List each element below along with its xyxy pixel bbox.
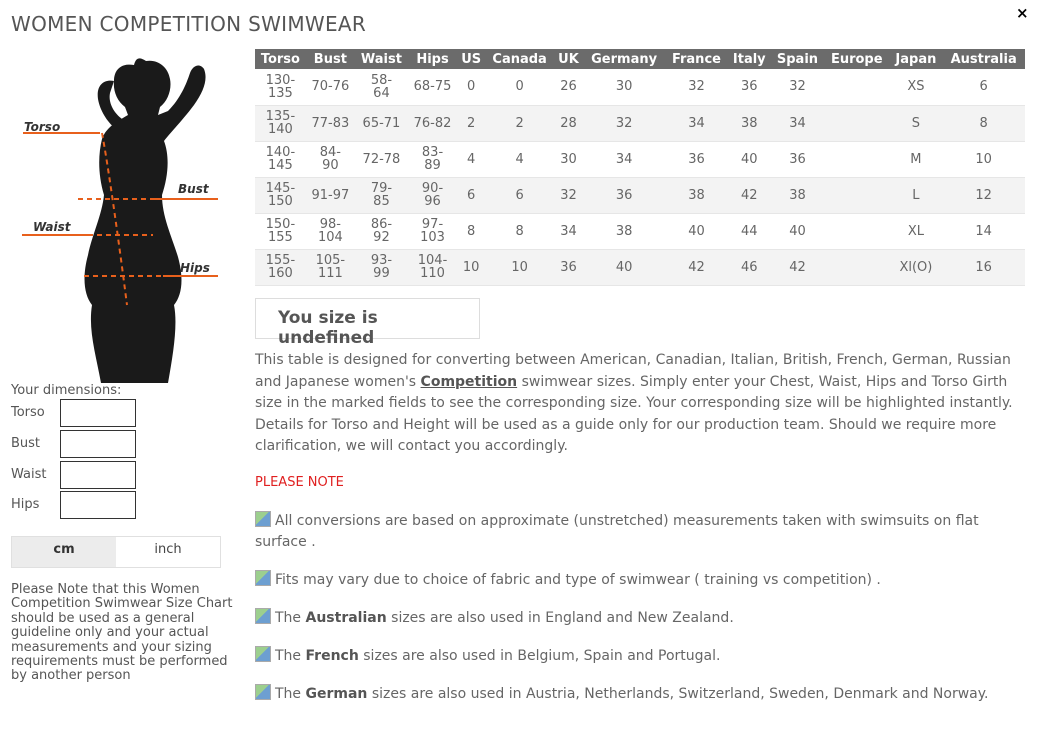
cell-text: 30 xyxy=(615,79,633,95)
cell-text: 46 xyxy=(741,259,758,275)
hips-label: Hips xyxy=(11,497,40,512)
please-note-heading: PLEASE NOTE xyxy=(255,475,344,490)
table-cell xyxy=(665,213,727,249)
cell-text: 145 xyxy=(267,158,293,173)
size-result: You size is undefined xyxy=(255,298,480,339)
cell-text: XS xyxy=(907,79,925,95)
cell-text: 111 xyxy=(317,266,343,281)
cell-text: 42 xyxy=(789,259,806,275)
cell-text: 30 xyxy=(560,151,577,167)
table-cell xyxy=(942,249,1025,285)
table-cell xyxy=(554,69,583,105)
broken-image-icon xyxy=(255,570,271,586)
table-cell xyxy=(255,249,306,285)
torso-input[interactable] xyxy=(60,399,136,427)
label-hips: Hips xyxy=(180,261,210,275)
table-cell xyxy=(355,177,408,213)
cell-text: 155- xyxy=(265,253,296,268)
table-cell xyxy=(255,177,306,213)
table-cell xyxy=(583,105,665,141)
bust-input[interactable] xyxy=(60,430,136,458)
table-cell xyxy=(255,213,306,249)
bust-row xyxy=(11,430,141,458)
cell-text: 38 xyxy=(741,115,758,131)
table-cell xyxy=(889,249,942,285)
hips-input[interactable] xyxy=(60,491,136,519)
column-header: Germany xyxy=(583,49,665,69)
cell-text: 36 xyxy=(560,259,577,275)
note-text: The xyxy=(275,686,306,702)
cell-text: 135- xyxy=(265,109,296,124)
table-cell xyxy=(255,69,306,105)
table-cell xyxy=(306,69,355,105)
column-header: US xyxy=(457,49,485,69)
cell-text: 38 xyxy=(688,187,705,203)
note-text: sizes are also used in England and New Zealand. xyxy=(386,610,734,626)
table-cell xyxy=(728,249,771,285)
cell-text: 10 xyxy=(462,259,480,275)
table-cell xyxy=(583,141,665,177)
cell-text: 70-76 xyxy=(311,79,350,95)
cell-text: 155 xyxy=(267,230,293,245)
table-cell xyxy=(554,249,583,285)
table-cell xyxy=(306,177,355,213)
cell-text: 90 xyxy=(322,158,339,173)
cell-text: 40 xyxy=(615,259,633,275)
cell-text: 38 xyxy=(789,187,806,203)
cell-text: 150 xyxy=(267,194,293,209)
cell-text: 34 xyxy=(789,115,806,131)
column-header: France xyxy=(665,49,727,69)
cell-text: 79- xyxy=(370,181,393,196)
cell-text: 4 xyxy=(467,151,476,167)
cell-text: XL xyxy=(907,223,924,239)
table-header-row xyxy=(255,49,1025,69)
page-title: WOMEN COMPETITION SWIMWEAR xyxy=(11,12,367,36)
table-cell xyxy=(771,141,824,177)
cell-text: 0 xyxy=(467,79,476,95)
note-text: Fits may vary due to choice of fabric and type of swimwear ( training vs competition) . xyxy=(275,572,881,588)
cell-text: 104- xyxy=(417,253,448,268)
table-cell xyxy=(771,69,824,105)
note-text: All conversions are based on approximate (unstretched) measurements taken with swimsuits on flat surface . xyxy=(255,513,979,550)
note-item xyxy=(255,608,1030,629)
cell-text: 98- xyxy=(319,217,341,232)
description xyxy=(255,350,1030,458)
table-cell xyxy=(771,177,824,213)
column-header: Torso xyxy=(255,49,306,69)
table-cell xyxy=(824,213,889,249)
table-cell xyxy=(665,69,727,105)
note-bold: German xyxy=(305,686,368,702)
broken-image-icon xyxy=(255,511,271,527)
cell-text: 65-71 xyxy=(362,115,401,131)
cell-text: 40 xyxy=(688,223,705,239)
cell-text: 12 xyxy=(975,187,992,203)
table-cell xyxy=(771,105,824,141)
table-cell xyxy=(485,105,554,141)
cell-text: 72-78 xyxy=(362,151,401,167)
cell-text: 40 xyxy=(789,223,806,239)
cell-text: 110 xyxy=(420,266,445,281)
cell-text: 6 xyxy=(979,79,988,95)
table-cell xyxy=(583,69,665,105)
cell-text: 34 xyxy=(560,223,577,239)
note-text: sizes are also used in Belgium, Spain and Portugal. xyxy=(358,648,721,664)
cell-text: 83- xyxy=(421,145,444,160)
table-cell xyxy=(824,249,889,285)
table-cell xyxy=(485,177,554,213)
cell-text: 36 xyxy=(741,79,758,95)
table-cell xyxy=(457,177,485,213)
close-icon[interactable]: × xyxy=(1016,4,1029,22)
table-cell xyxy=(306,141,355,177)
cell-text: 42 xyxy=(741,187,758,203)
torso-label: Torso xyxy=(11,405,45,420)
cell-text: 145- xyxy=(265,181,296,196)
column-header: Italy xyxy=(728,49,771,69)
table-cell xyxy=(942,141,1025,177)
table-cell xyxy=(408,249,457,285)
label-bust: Bust xyxy=(178,182,209,196)
cell-text: L xyxy=(912,187,920,203)
table-cell xyxy=(485,141,554,177)
cell-text: 99 xyxy=(373,266,390,281)
table-row xyxy=(255,249,1025,285)
cell-text: 91-97 xyxy=(311,187,350,203)
note-bold: Australian xyxy=(305,610,387,626)
cell-text: 2 xyxy=(467,115,476,131)
cell-text: 40 xyxy=(741,151,758,167)
table-cell xyxy=(306,105,355,141)
table-cell xyxy=(408,141,457,177)
table-cell xyxy=(554,105,583,141)
note-text: The xyxy=(275,648,306,664)
cell-text: 8 xyxy=(979,115,988,131)
cell-text: 42 xyxy=(688,259,705,275)
cell-text: 32 xyxy=(615,115,633,131)
cell-text: 96 xyxy=(424,194,441,209)
table-row xyxy=(255,141,1025,177)
cell-text: 32 xyxy=(560,187,577,203)
waist-row xyxy=(11,461,141,489)
cell-text: 103 xyxy=(420,230,445,245)
table-cell xyxy=(889,141,942,177)
table-cell xyxy=(889,105,942,141)
cell-text: 160 xyxy=(267,266,293,281)
waist-input[interactable] xyxy=(60,461,136,489)
cell-text: 16 xyxy=(975,259,992,275)
cell-text: 8 xyxy=(467,223,476,239)
cell-text: 104 xyxy=(317,230,343,245)
table-cell xyxy=(771,213,824,249)
cell-text: 92 xyxy=(373,230,390,245)
table-cell xyxy=(889,177,942,213)
cell-text: 38 xyxy=(615,223,633,239)
cell-text: 0 xyxy=(515,79,524,95)
cell-text: 36 xyxy=(615,187,633,203)
cell-text: 150- xyxy=(265,217,296,232)
cell-text: 86- xyxy=(370,217,393,232)
column-header: Hips xyxy=(408,49,457,69)
cell-text: 44 xyxy=(741,223,758,239)
cell-text: 8 xyxy=(515,223,524,239)
table-cell xyxy=(942,213,1025,249)
table-cell xyxy=(771,249,824,285)
table-cell xyxy=(889,69,942,105)
description-text-1: This table is designed for converting between American, Canadian, Italian, British, French, German, Russian and Japanese women's xyxy=(255,352,1011,390)
table-cell xyxy=(255,141,306,177)
cell-text: 32 xyxy=(688,79,705,95)
table-cell xyxy=(942,69,1025,105)
note-text: The xyxy=(275,610,306,626)
table-cell xyxy=(665,105,727,141)
table-cell xyxy=(665,249,727,285)
cell-text: M xyxy=(910,151,922,167)
cell-text: 93- xyxy=(370,253,393,268)
hips-row xyxy=(11,491,141,519)
cell-text: 36 xyxy=(688,151,705,167)
cell-text: 10 xyxy=(511,259,528,275)
table-cell xyxy=(457,213,485,249)
cell-text: 68-75 xyxy=(413,79,452,95)
note-item xyxy=(255,511,1030,553)
unit-toggle xyxy=(11,536,221,568)
cell-text: 28 xyxy=(560,115,577,131)
note-bold: French xyxy=(305,648,359,664)
table-cell xyxy=(583,249,665,285)
cell-text: 10 xyxy=(975,151,992,167)
table-cell xyxy=(728,141,771,177)
table-row xyxy=(255,105,1025,141)
cell-text: 26 xyxy=(560,79,577,95)
unit-inch-button[interactable]: inch xyxy=(116,537,220,567)
table-cell xyxy=(824,69,889,105)
cell-text: Xl(O) xyxy=(899,259,933,275)
table-cell xyxy=(355,213,408,249)
cell-text: 89 xyxy=(424,158,441,173)
cell-text: S xyxy=(911,115,921,131)
column-header: Canada xyxy=(485,49,554,69)
cell-text: 84- xyxy=(319,145,341,160)
note-text: sizes are also used in Austria, Netherlands, Switzerland, Sweden, Denmark and Norway. xyxy=(367,686,989,702)
cell-text: 140 xyxy=(267,122,293,137)
cell-text: 90- xyxy=(421,181,444,196)
cell-text: 64 xyxy=(373,85,390,101)
cell-text: 135 xyxy=(267,85,293,101)
table-cell xyxy=(355,141,408,177)
table-cell xyxy=(457,249,485,285)
table-cell xyxy=(665,141,727,177)
table-cell xyxy=(728,177,771,213)
cell-text: 2 xyxy=(515,115,524,131)
broken-image-icon xyxy=(255,684,271,700)
table-cell xyxy=(355,69,408,105)
table-cell xyxy=(457,105,485,141)
torso-row xyxy=(11,399,141,427)
table-cell xyxy=(306,249,355,285)
cell-text: 6 xyxy=(515,187,524,203)
column-header: Europe xyxy=(824,49,889,69)
cell-text: 130- xyxy=(265,72,296,88)
table-cell xyxy=(485,249,554,285)
competition-link[interactable]: Competition xyxy=(420,373,518,390)
broken-image-icon xyxy=(255,646,271,662)
note-item xyxy=(255,570,1030,591)
table-cell xyxy=(306,213,355,249)
table-row xyxy=(255,177,1025,213)
size-chart-table xyxy=(255,49,1025,286)
table-cell xyxy=(665,177,727,213)
broken-image-icon xyxy=(255,608,271,624)
cell-text: 76-82 xyxy=(413,115,452,131)
table-cell xyxy=(255,105,306,141)
cell-text: 34 xyxy=(615,151,633,167)
table-cell xyxy=(583,177,665,213)
dimensions-title: Your dimensions: xyxy=(11,383,122,398)
cell-text: 77-83 xyxy=(311,115,350,131)
table-cell xyxy=(889,213,942,249)
table-cell xyxy=(942,177,1025,213)
label-waist: Waist xyxy=(33,220,71,234)
table-cell xyxy=(457,141,485,177)
unit-cm-button[interactable]: cm xyxy=(12,537,116,567)
table-cell xyxy=(355,105,408,141)
note-item xyxy=(255,684,1030,705)
cell-text: 140- xyxy=(265,145,296,160)
cell-text: 34 xyxy=(688,115,705,131)
table-cell xyxy=(824,177,889,213)
cell-text: 85 xyxy=(373,194,390,209)
waist-label: Waist xyxy=(11,467,47,482)
cell-text: 14 xyxy=(975,223,992,239)
table-cell xyxy=(942,105,1025,141)
description-text-2: swimwear sizes. Simply enter your Chest, Waist, Hips and Torso Girth size in the marked fields to see the corresponding size. Your corresponding size will be highlighted instantly. Details for Torso and Height will be used as a guide only for our production team. Should we require more clarification, we will contact you accordingly. xyxy=(255,373,1013,454)
table-cell xyxy=(554,177,583,213)
cell-text: 4 xyxy=(515,151,524,167)
table-cell xyxy=(554,141,583,177)
table-cell xyxy=(408,177,457,213)
cell-text: 6 xyxy=(467,187,476,203)
table-cell xyxy=(408,69,457,105)
table-cell xyxy=(408,213,457,249)
cell-text: 32 xyxy=(789,79,806,95)
table-cell xyxy=(728,69,771,105)
note-item xyxy=(255,646,1030,667)
column-header: Spain xyxy=(771,49,824,69)
table-row xyxy=(255,69,1025,105)
table-cell xyxy=(824,141,889,177)
table-cell xyxy=(583,213,665,249)
table-cell xyxy=(485,69,554,105)
table-cell xyxy=(408,105,457,141)
column-header: Waist xyxy=(355,49,408,69)
column-header: Japan xyxy=(889,49,942,69)
label-torso: Torso xyxy=(24,120,61,134)
cell-text: 58- xyxy=(370,72,393,88)
body-measurement-figure xyxy=(18,55,223,385)
table-cell xyxy=(824,105,889,141)
left-disclaimer: Please Note that this Women Competition Swimwear Size Chart should be used as a general guideline only and your actual measurements and your sizing requirements must be performed by another person xyxy=(11,582,233,684)
cell-text: 105- xyxy=(315,253,346,268)
column-header: Australia xyxy=(942,49,1025,69)
bust-label: Bust xyxy=(11,436,41,451)
column-header: Bust xyxy=(306,49,355,69)
table-row xyxy=(255,213,1025,249)
table-cell xyxy=(355,249,408,285)
table-cell xyxy=(728,213,771,249)
table-cell xyxy=(485,213,554,249)
table-cell xyxy=(554,213,583,249)
table-cell xyxy=(728,105,771,141)
cell-text: 97- xyxy=(421,217,444,232)
cell-text: 36 xyxy=(789,151,806,167)
table-cell xyxy=(457,69,485,105)
column-header: UK xyxy=(554,49,583,69)
